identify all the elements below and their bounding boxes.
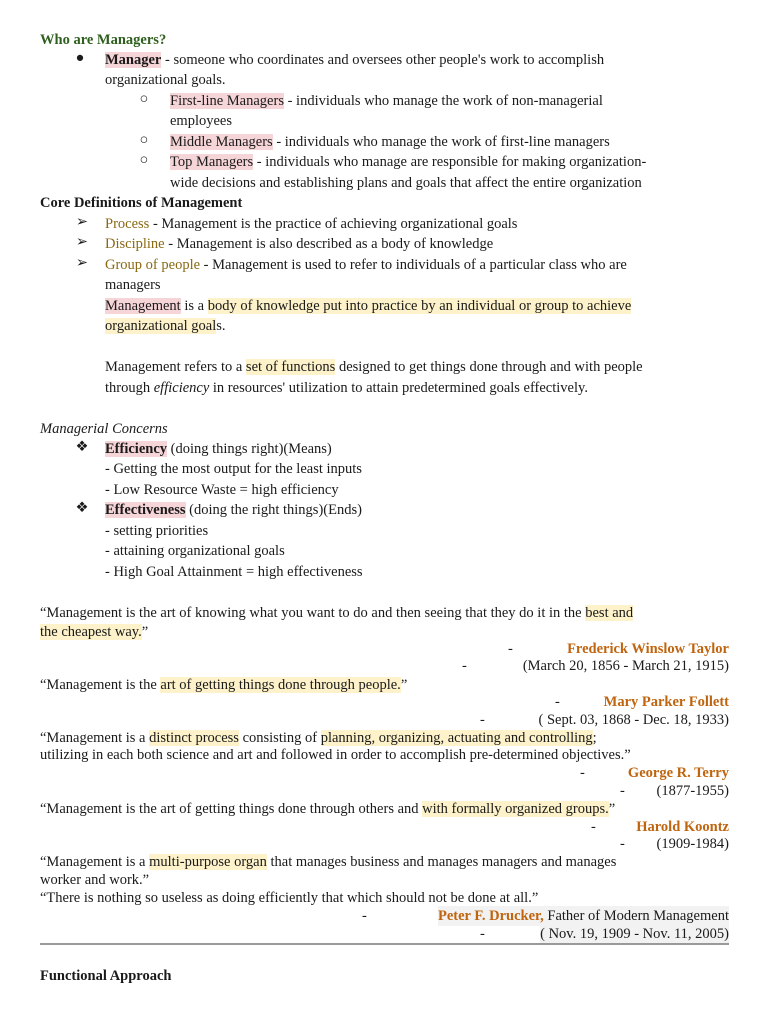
manager-def-text: - someone who coordinates and oversees other people's work to accomplish	[161, 52, 605, 68]
mgmt-func-l2-pre: through	[105, 380, 154, 396]
divider	[40, 943, 729, 945]
heading-who-are-managers: Who are Managers?	[40, 32, 167, 48]
quote-taylor	[40, 603, 633, 623]
term-top-managers: Top Managers	[170, 154, 254, 170]
attribution-dash: -	[555, 694, 560, 710]
manager-def-continuation: organizational goals.	[105, 72, 226, 88]
author-taylor: Frederick Winslow Taylor	[567, 641, 729, 657]
dates-dash: -	[480, 712, 485, 728]
heading-core-definitions: Core Definitions of Management	[40, 195, 243, 211]
term-first-line-managers: First-line Managers	[170, 93, 284, 109]
group-def: - Management is used to refer to individuals of a particular class who are	[200, 257, 627, 273]
quote-drucker-line3: “There is nothing so useless as doing efficiently that which should not be done at all.”	[40, 890, 539, 906]
mgmt-func-pre: Management refers to a	[105, 359, 246, 375]
term-middle-managers: Middle Managers	[170, 134, 273, 150]
quote-taylor-close: ”	[141, 624, 149, 640]
effectiveness-detail: - attaining organizational goals	[105, 543, 285, 559]
term-manager: Manager	[105, 52, 162, 68]
circle-bullet-icon: ○	[139, 91, 149, 107]
discipline-def: - Management is also described as a body of knowledge	[164, 236, 494, 252]
dates-dash: -	[462, 658, 467, 674]
author-follett: Mary Parker Follett	[603, 694, 729, 710]
management-definition	[105, 296, 631, 316]
dates-dash: -	[620, 783, 625, 799]
term-efficiency: Efficiency	[105, 441, 168, 457]
management-functions	[105, 357, 643, 377]
term-discipline: Discipline	[105, 236, 165, 252]
quote-taylor-highlight: best and	[585, 605, 634, 621]
arrow-bullet-icon: ➢	[75, 255, 89, 271]
attribution-dash: -	[591, 819, 596, 835]
term-effectiveness: Effectiveness	[105, 502, 186, 518]
top-managers-continuation: wide decisions and establishing plans and goals that affect the entire organization	[170, 175, 642, 191]
arrow-bullet-icon: ➢	[75, 234, 89, 250]
attribution-dash: -	[580, 765, 585, 781]
middle-managers-item	[170, 132, 610, 152]
middle-def: - individuals who manage the work of first-line managers	[272, 134, 610, 150]
quote-follett-close: ”	[400, 677, 408, 693]
quote-terry-highlight-2: planning, organizing, actuating and controlling	[320, 730, 593, 746]
top-managers-item	[170, 152, 646, 172]
dates-follett: ( Sept. 03, 1868 - Dec. 18, 1933)	[538, 712, 729, 728]
mgmt-def-highlight-2: organizational goal	[105, 318, 217, 334]
quote-drucker	[40, 852, 616, 872]
core-process-item	[105, 214, 517, 234]
heading-managerial-concerns: Managerial Concerns	[40, 421, 168, 437]
author-koontz: Harold Koontz	[636, 819, 729, 835]
mgmt-func-italic: efficiency	[153, 380, 210, 396]
core-group-item	[105, 255, 627, 275]
quote-drucker-post: that manages business and manages managers and manages	[266, 854, 617, 870]
term-group-of-people: Group of people	[105, 257, 201, 273]
effectiveness-item	[105, 500, 362, 520]
first-line-def: - individuals who manage the work of non-managerial	[283, 93, 603, 109]
quote-terry-highlight: distinct process	[149, 730, 239, 746]
quote-drucker-line2: worker and work.”	[40, 872, 150, 888]
diamond-bullet-icon: ❖	[75, 439, 89, 455]
quote-koontz-text: “Management is the art of getting things done through others and	[40, 801, 423, 817]
dates-dash: -	[480, 926, 485, 942]
attribution-dash: -	[362, 908, 367, 924]
top-def: - individuals who manage are responsible for making organization-	[253, 154, 647, 170]
effectiveness-detail: - High Goal Attainment = high effectiveness	[105, 564, 363, 580]
circle-bullet-icon: ○	[139, 132, 149, 148]
quote-koontz-highlight: with formally organized groups.	[422, 801, 609, 817]
quote-terry-end: ;	[592, 730, 597, 746]
quote-terry-mid: consisting of	[238, 730, 321, 746]
mgmt-func-highlight: set of functions	[245, 359, 336, 375]
effectiveness-paren: (doing the right things)(Ends)	[185, 502, 362, 518]
mgmt-def-end: s.	[216, 318, 226, 334]
circle-bullet-icon: ○	[139, 152, 149, 168]
process-def: - Management is the practice of achieving organizational goals	[149, 216, 518, 232]
dates-koontz: (1909-1984)	[656, 836, 729, 852]
manager-definition	[105, 50, 604, 70]
author-drucker-line	[438, 906, 729, 926]
quote-taylor-line2	[40, 622, 148, 642]
diamond-bullet-icon: ❖	[75, 500, 89, 516]
quote-follett	[40, 675, 407, 695]
bullet-icon: ●	[75, 50, 85, 66]
quote-taylor-text: “Management is the art of knowing what you want to do and then seeing that they do it in the	[40, 605, 586, 621]
first-line-continuation: employees	[170, 113, 233, 129]
dates-dash: -	[620, 836, 625, 852]
quote-terry-line2: utilizing in each both science and art and followed in order to accomplish pre-determined objectives.”	[40, 747, 631, 763]
term-process: Process	[105, 216, 150, 232]
author-terry: George R. Terry	[627, 765, 729, 781]
dates-terry: (1877-1955)	[656, 783, 729, 799]
quote-drucker-highlight: multi-purpose organ	[149, 854, 267, 870]
quote-taylor-highlight-2: the cheapest way.	[40, 624, 142, 640]
dates-drucker: ( Nov. 19, 1909 - Nov. 11, 2005)	[540, 926, 729, 942]
first-line-managers-item	[170, 91, 603, 111]
efficiency-paren: (doing things right)(Means)	[167, 441, 332, 457]
heading-functional-approach: Functional Approach	[40, 968, 172, 984]
efficiency-detail: - Getting the most output for the least inputs	[105, 461, 362, 477]
quote-follett-highlight: art of getting things done through people.	[160, 677, 401, 693]
quote-koontz-close: ”	[608, 801, 616, 817]
author-drucker-suffix: Father of Modern Management	[543, 908, 729, 924]
management-functions-line2	[105, 378, 588, 398]
arrow-bullet-icon: ➢	[75, 214, 89, 230]
quote-koontz	[40, 799, 615, 819]
dates-taylor: (March 20, 1856 - March 21, 1915)	[522, 658, 729, 674]
term-management: Management	[105, 298, 181, 314]
efficiency-item	[105, 439, 332, 459]
quote-follett-text: “Management is the	[40, 677, 161, 693]
mgmt-func-post: designed to get things done through and with people	[335, 359, 643, 375]
management-definition-line2	[105, 316, 226, 336]
effectiveness-detail: - setting priorities	[105, 523, 209, 539]
quote-drucker-text: “Management is a	[40, 854, 150, 870]
core-discipline-item	[105, 234, 493, 254]
attribution-dash: -	[508, 641, 513, 657]
group-def-continuation: managers	[105, 277, 161, 293]
mgmt-def-mid: is a	[180, 298, 208, 314]
mgmt-def-highlight: body of knowledge put into practice by an individual or group to achieve	[207, 298, 632, 314]
efficiency-detail: - Low Resource Waste = high efficiency	[105, 482, 339, 498]
quote-terry-text: “Management is a	[40, 730, 150, 746]
mgmt-func-l2-post: in resources' utilization to attain predetermined goals effectively.	[209, 380, 588, 396]
author-drucker: Peter F. Drucker,	[437, 908, 544, 924]
